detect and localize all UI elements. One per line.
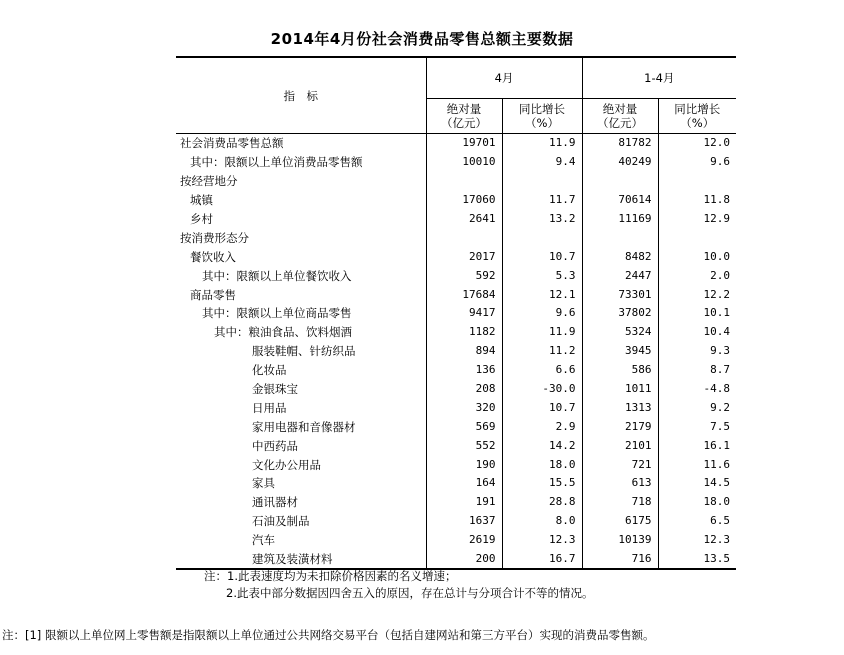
month-yoy-header: [502, 99, 582, 134]
ytd-abs-value: 1313: [582, 398, 658, 417]
ytd-abs-value: 73301: [582, 285, 658, 304]
month-yoy-value: 8.0: [502, 512, 582, 531]
retail-sales-table: [176, 56, 736, 570]
month-abs-value: 208: [426, 380, 502, 399]
month-yoy-value: 12.1: [502, 285, 582, 304]
abs-unit: （亿元）: [441, 116, 487, 130]
ytd-yoy-value: 12.9: [703, 212, 731, 225]
table-row: [176, 380, 736, 399]
row-label: 化妆品: [176, 361, 426, 380]
abs-label: 绝对量: [446, 102, 482, 116]
month-yoy-value: -30.0: [502, 380, 582, 399]
month-yoy-value: 11.9: [502, 134, 582, 153]
month-abs-value: 10010: [426, 153, 502, 172]
month-abs-value: 552: [426, 436, 502, 455]
month-abs-value: 17684: [426, 285, 502, 304]
ytd-yoy-value: 14.5: [703, 476, 731, 490]
table-row: [176, 153, 736, 172]
ytd-yoy-value: 12.2: [703, 287, 731, 301]
ytd-yoy-value: 9.2: [710, 400, 731, 414]
row-label: 建筑及装潢材料: [176, 550, 426, 570]
row-label: 按消费形态分: [176, 228, 426, 247]
row-label: 其中：限额以上单位餐饮收入: [176, 266, 426, 285]
month-abs-value: 2017: [426, 247, 502, 266]
month-abs-value: 9417: [426, 304, 502, 323]
row-label: 餐饮收入: [176, 247, 426, 266]
data-table: [176, 56, 736, 570]
month-abs-value: 569: [426, 417, 502, 436]
ytd-yoy-value: 9.6: [710, 155, 731, 169]
month-abs-value: 1182: [426, 323, 502, 342]
ytd-abs-value: 40249: [582, 153, 658, 172]
month-yoy-value: 6.6: [502, 361, 582, 380]
row-label: 城镇: [176, 191, 426, 210]
table-row: [176, 191, 736, 210]
ytd-abs-value: 716: [582, 550, 658, 570]
month-yoy-value: 5.3: [502, 266, 582, 285]
month-abs-value: 17060: [426, 191, 502, 210]
yoy-label: 同比增长: [674, 102, 721, 116]
month-yoy-value: 11.7: [502, 191, 582, 210]
ytd-yoy-value: [658, 172, 736, 191]
month-yoy-value: [502, 172, 582, 191]
ytd-abs-value: [582, 172, 658, 191]
month-abs-value: 320: [426, 398, 502, 417]
table-row: [176, 493, 736, 512]
month-yoy-value: 13.2: [502, 210, 582, 229]
row-label: 社会消费品零售总额: [176, 134, 426, 153]
month-yoy-value: 11.9: [502, 323, 582, 342]
month-yoy-value: 18.0: [502, 455, 582, 474]
table-row: [176, 531, 736, 550]
month-yoy-value: 11.2: [502, 342, 582, 361]
month-yoy-value: 14.2: [502, 436, 582, 455]
table-row: [176, 361, 736, 380]
table-row: [176, 304, 736, 323]
ytd-abs-value: 11169: [582, 210, 658, 229]
indicator-header: 指 标: [176, 57, 426, 133]
abs-unit: （亿元）: [597, 116, 644, 130]
table-notes: [204, 568, 593, 602]
ytd-abs-value: 81782: [582, 134, 658, 153]
row-label: 家具: [176, 474, 426, 493]
table-row: [176, 228, 736, 247]
ytd-yoy-value: 10.4: [703, 325, 731, 339]
month-abs-value: [426, 172, 502, 191]
abs-label: 绝对量: [602, 102, 638, 116]
table-row: [176, 550, 736, 570]
month-abs-value: 1637: [426, 512, 502, 531]
month-abs-value: 2641: [426, 210, 502, 229]
ytd-yoy-value: [658, 228, 736, 247]
ytd-abs-value: 2101: [582, 436, 658, 455]
ytd-yoy-value: -4.8: [703, 382, 731, 396]
ytd-yoy-value: 11.6: [703, 457, 731, 471]
month-abs-value: 894: [426, 342, 502, 361]
ytd-yoy-value: 16.1: [703, 438, 731, 452]
ytd-abs-value: 10139: [582, 531, 658, 550]
ytd-abs-value: 718: [582, 493, 658, 512]
month-abs-value: 164: [426, 474, 502, 493]
ytd-yoy-value: 12.3: [703, 533, 731, 547]
month-yoy-value: 10.7: [502, 247, 582, 266]
table-row: [176, 210, 736, 229]
table-row: [176, 512, 736, 531]
table-row: [176, 285, 736, 304]
row-label: 其中：限额以上单位商品零售: [176, 304, 426, 323]
month-abs-value: 2619: [426, 531, 502, 550]
row-label: 其中：粮油食品、饮料烟酒: [176, 323, 426, 342]
ytd-yoy-value: 2.0: [710, 268, 731, 282]
table-row: [176, 172, 736, 191]
row-label: 中西药品: [176, 436, 426, 455]
month-abs-value: [426, 228, 502, 247]
month-abs-value: 190: [426, 455, 502, 474]
row-label: 文化办公用品: [176, 455, 426, 474]
yoy-unit: （%）: [525, 116, 559, 130]
row-label: 商品零售: [176, 285, 426, 304]
row-label: 服装鞋帽、针纺织品: [176, 342, 426, 361]
table-row: [176, 342, 736, 361]
month-abs-value: 191: [426, 493, 502, 512]
row-label: 金银珠宝: [176, 380, 426, 399]
ytd-abs-value: 5324: [582, 323, 658, 342]
yoy-unit: （%）: [680, 116, 715, 130]
row-label: 按经营地分: [176, 172, 426, 191]
table-row: [176, 247, 736, 266]
month-yoy-value: 2.9: [502, 417, 582, 436]
ytd-abs-value: [582, 228, 658, 247]
ytd-abs-value: 2179: [582, 417, 658, 436]
yoy-label: 同比增长: [519, 102, 565, 116]
ytd-group-header: 1-4月: [582, 57, 736, 99]
table-row: [176, 474, 736, 493]
ytd-abs-value: 2447: [582, 266, 658, 285]
note-line-1: 注：1.此表速度均为未扣除价格因素的名义增速；: [204, 569, 457, 583]
month-yoy-value: 10.7: [502, 398, 582, 417]
note-line-2: 2.此表中部分数据因四舍五入的原因，存在总计与分项合计不等的情况。: [226, 586, 594, 600]
ytd-yoy-value: 6.5: [710, 514, 731, 528]
row-label: 通讯器材: [176, 493, 426, 512]
row-label: 汽车: [176, 531, 426, 550]
table-body: [176, 134, 736, 570]
ytd-abs-value: 3945: [582, 342, 658, 361]
ytd-abs-value: 721: [582, 455, 658, 474]
table-row: [176, 134, 736, 153]
ytd-yoy-value: 8.7: [710, 363, 731, 377]
month-yoy-value: 16.7: [502, 550, 582, 570]
ytd-abs-value: 6175: [582, 512, 658, 531]
ytd-abs-value: 37802: [582, 304, 658, 323]
row-label: 乡村: [176, 210, 426, 229]
month-yoy-value: 9.6: [502, 304, 582, 323]
ytd-abs-value: 613: [582, 474, 658, 493]
ytd-abs-value: 586: [582, 361, 658, 380]
table-row: [176, 266, 736, 285]
month-yoy-value: 15.5: [502, 474, 582, 493]
ytd-yoy-value: 10.0: [703, 249, 731, 263]
ytd-yoy-value: 7.5: [710, 419, 731, 433]
table-row: [176, 398, 736, 417]
row-label: 石油及制品: [176, 512, 426, 531]
ytd-yoy-value: 11.8: [703, 193, 731, 207]
month-yoy-value: 12.3: [502, 531, 582, 550]
ytd-abs-value: 70614: [582, 191, 658, 210]
month-yoy-value: 9.4: [502, 153, 582, 172]
ytd-abs-value: 8482: [582, 247, 658, 266]
table-row: [176, 455, 736, 474]
ytd-yoy-value: 13.5: [658, 550, 736, 570]
ytd-yoy-value: 9.3: [710, 344, 731, 358]
row-label: 家用电器和音像器材: [176, 417, 426, 436]
month-abs-value: 19701: [426, 134, 502, 153]
ytd-abs-header: [582, 99, 658, 134]
table-row: [176, 323, 736, 342]
month-abs-value: 592: [426, 266, 502, 285]
footnote: 注：[1] 限额以上单位网上零售额是指限额以上单位通过公共网络交易平台（包括自建网站和第三方平台）实现的消费品零售额。: [2, 628, 655, 642]
table-row: [176, 417, 736, 436]
month-abs-value: 200: [426, 550, 502, 570]
month-yoy-value: 28.8: [502, 493, 582, 512]
ytd-yoy-header: [658, 99, 736, 134]
month-abs-value: 136: [426, 361, 502, 380]
row-label: 其中：限额以上单位消费品零售额: [176, 153, 426, 172]
ytd-yoy-value: 10.1: [703, 306, 731, 320]
month-yoy-value: [502, 228, 582, 247]
ytd-abs-value: 1011: [582, 380, 658, 399]
month-group-header: 4月: [426, 57, 582, 99]
ytd-yoy-value: 18.0: [703, 495, 731, 509]
row-label: 日用品: [176, 398, 426, 417]
month-abs-header: [426, 99, 502, 134]
table-row: [176, 436, 736, 455]
page-title: 2014年4月份社会消费品零售总额主要数据: [270, 30, 574, 48]
ytd-yoy-value: 12.0: [703, 136, 731, 150]
